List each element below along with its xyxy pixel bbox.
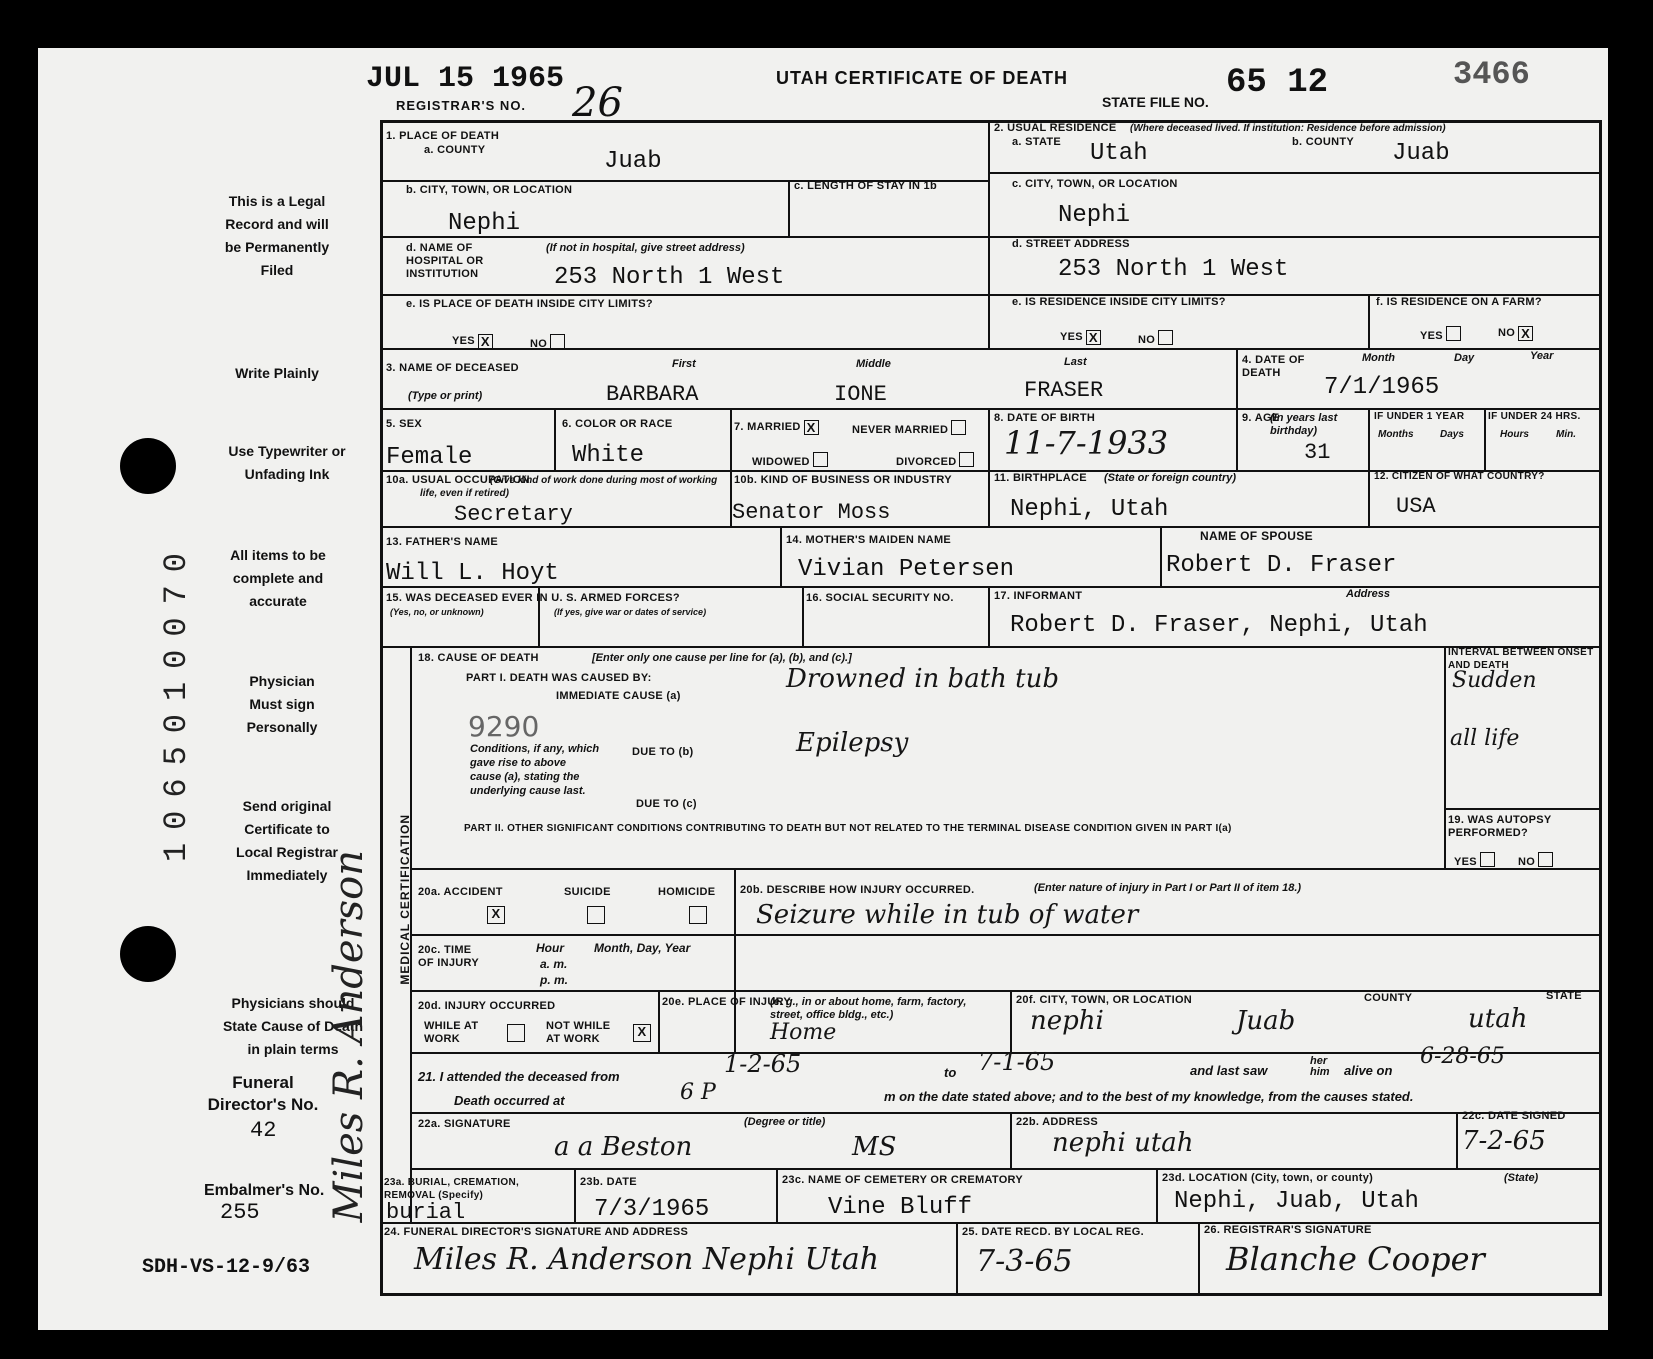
cemetery-value: Vine Bluff xyxy=(828,1194,973,1221)
not-while-at-work-label: NOT WHILE AT WORK xyxy=(546,1020,611,1045)
farm-yes-checkbox[interactable] xyxy=(1446,326,1461,341)
last-name-value: FRASER xyxy=(1024,378,1104,403)
injury-state-label: STATE xyxy=(1546,990,1582,1002)
res-state-label: a. STATE xyxy=(1012,136,1062,148)
injury-city-label: 20f. CITY, TOWN, OR LOCATION xyxy=(1016,994,1193,1006)
informant-value: Robert D. Fraser, Nephi, Utah xyxy=(1010,612,1428,639)
interval-label: INTERVAL BETWEEN ONSET AND DEATH xyxy=(1448,647,1594,671)
last-saw-label: and last saw xyxy=(1190,1063,1268,1078)
year-label: Year xyxy=(1530,350,1554,362)
location-value: Nephi, Juab, Utah xyxy=(1174,1188,1419,1215)
to-label: to xyxy=(944,1065,957,1080)
burial-date-label: 23b. DATE xyxy=(580,1176,637,1188)
vertical-signature: Miles R. Anderson xyxy=(326,850,372,1223)
interval-b-value: all life xyxy=(1450,726,1520,751)
date-recd-value: 7-3-65 xyxy=(976,1244,1073,1279)
farm-yes: YES xyxy=(1420,326,1461,343)
name-label: 3. NAME OF DECEASED xyxy=(386,362,519,374)
first-label: First xyxy=(672,358,696,370)
widowed-checkbox[interactable] xyxy=(813,452,828,467)
date-signed-value: 7-2-65 xyxy=(1462,1126,1546,1156)
medical-certification-label: MEDICAL CERTIFICATION xyxy=(398,814,412,985)
while-at-work-box xyxy=(504,1024,525,1044)
suicide-checkbox[interactable] xyxy=(587,906,605,924)
while-at-work-checkbox[interactable] xyxy=(507,1024,525,1042)
birthplace-value: Nephi, Utah xyxy=(1010,496,1169,523)
autopsy-no-checkbox[interactable] xyxy=(1538,852,1553,867)
hospital-value: 253 North 1 West xyxy=(554,264,785,291)
sex-value: Female xyxy=(386,444,473,471)
m-on-date-label: m on the date stated above; and to the best of my knowledge, from the causes stated. xyxy=(884,1089,1414,1104)
received-date-stamp: JUL 15 1965 xyxy=(366,62,565,96)
not-while-at-work-box xyxy=(630,1024,651,1042)
father-value: Will L. Hoyt xyxy=(386,560,559,587)
res-city-value: Nephi xyxy=(1058,202,1131,229)
usual-residence-note: (Where deceased lived. If institution: Residence before admission) xyxy=(1130,123,1446,134)
place-of-death-label: 1. PLACE OF DEATH xyxy=(386,130,500,142)
injury-state-value: utah xyxy=(1468,1004,1528,1034)
citizen-value: USA xyxy=(1396,494,1436,519)
physician-signature-value: a a Beston xyxy=(554,1132,693,1162)
date-of-death-label: 4. DATE OF DEATH xyxy=(1242,354,1305,379)
county-value: Juab xyxy=(604,148,662,175)
res-street-label: d. STREET ADDRESS xyxy=(1012,238,1130,250)
write-plainly-note: Write Plainly xyxy=(235,365,319,381)
race-value: White xyxy=(572,442,645,469)
accident-checkbox[interactable]: X xyxy=(487,906,505,924)
days-label: Days xyxy=(1440,429,1464,440)
inside-city-no: NO xyxy=(530,334,565,351)
time-of-injury-label: 20c. TIME OF INJURY xyxy=(418,944,479,969)
res-inside-city-no: NO xyxy=(1138,330,1173,347)
informant-address-label: Address xyxy=(1346,588,1391,600)
min-label: Min. xyxy=(1556,429,1576,440)
burial-value: burial xyxy=(386,1200,466,1225)
signature-label: 22a. SIGNATURE xyxy=(418,1118,511,1130)
injury-county-label: COUNTY xyxy=(1364,992,1413,1004)
married-checkbox[interactable]: X xyxy=(804,420,819,435)
never-married: NEVER MARRIED xyxy=(852,420,966,437)
typewriter-note: Use Typewriter or Unfading Ink xyxy=(228,443,346,482)
suicide-box xyxy=(584,906,605,926)
sex-label: 5. SEX xyxy=(386,418,423,430)
res-inside-city-yes-checkbox[interactable]: X xyxy=(1086,330,1101,345)
suicide-label: SUICIDE xyxy=(564,886,611,898)
res-county-value: Juab xyxy=(1392,140,1450,167)
widowed: WIDOWED xyxy=(752,452,828,469)
funeral-director-sig-value: Miles R. Anderson Nephi Utah xyxy=(414,1242,880,1277)
homicide-box xyxy=(686,906,707,926)
autopsy-no: NO xyxy=(1518,852,1553,869)
degree-label: (Degree or title) xyxy=(744,1116,826,1128)
place-of-injury-value: Home xyxy=(770,1020,837,1045)
alive-on-label: alive on xyxy=(1344,1063,1393,1078)
part2-label: PART II. OTHER SIGNIFICANT CONDITIONS CONTRIBUTING TO DEATH BUT NOT RELATED TO THE TERMINAL DISEASE CONDITION GIVEN IN PART I(a) xyxy=(464,823,1232,834)
location-label: 23d. LOCATION (City, town, or county) xyxy=(1162,1172,1374,1184)
physician-address-label: 22b. ADDRESS xyxy=(1016,1116,1099,1128)
usual-residence-label: 2. USUAL RESIDENCE xyxy=(994,122,1117,134)
date-signed-label: 22c. DATE SIGNED xyxy=(1462,1110,1566,1122)
farm-label: f. IS RESIDENCE ON A FARM? xyxy=(1376,296,1542,308)
birthplace-label: 11. BIRTHPLACE xyxy=(994,472,1087,484)
last-label: Last xyxy=(1064,356,1087,368)
not-while-at-work-checkbox[interactable]: X xyxy=(633,1024,651,1042)
registrar-no-label: REGISTRAR'S NO. xyxy=(396,98,527,113)
certificate-title: UTAH CERTIFICATE OF DEATH xyxy=(776,68,1068,88)
res-inside-city-no-checkbox[interactable] xyxy=(1158,330,1173,345)
autopsy-label: 19. WAS AUTOPSY PERFORMED? xyxy=(1448,814,1552,839)
cause-plain-terms-note: Physicians should State Cause of Death in plain terms xyxy=(222,995,364,1057)
microfilm-stamp: 1065010070 xyxy=(158,540,195,863)
middle-label: Middle xyxy=(856,358,891,370)
armed-forces-note1: (Yes, no, or unknown) xyxy=(390,607,484,617)
spouse-value: Robert D. Fraser xyxy=(1166,552,1397,579)
hour-label: Hour xyxy=(536,941,564,955)
mother-value: Vivian Petersen xyxy=(798,556,1015,583)
res-inside-city-label: e. IS RESIDENCE INSIDE CITY LIMITS? xyxy=(1012,296,1226,308)
inside-city-yes: YES X xyxy=(452,334,493,349)
res-state-value: Utah xyxy=(1090,140,1148,167)
embalmer-no: 255 xyxy=(220,1200,260,1225)
funeral-director-no-label: Funeral Director's No. xyxy=(207,1073,319,1114)
injury-county-value: Juab xyxy=(1236,1006,1296,1036)
cause-b-value: Epilepsy xyxy=(796,728,909,758)
due-to-c-label: DUE TO (c) xyxy=(636,798,697,810)
farm-no: NO X xyxy=(1498,326,1533,341)
name-note: (Type or print) xyxy=(408,390,483,402)
ssn-label: 16. SOCIAL SECURITY NO. xyxy=(806,592,954,604)
cause-a-value: Drowned in bath tub xyxy=(786,664,1059,694)
funeral-director-no: 42 xyxy=(250,1118,277,1143)
dob-label: 8. DATE OF BIRTH xyxy=(994,412,1096,424)
length-of-stay-label: c. LENGTH OF STAY IN 1b xyxy=(794,180,937,192)
occupation-value: Secretary xyxy=(454,502,573,527)
res-inside-city-yes: YES X xyxy=(1060,330,1101,345)
alive-on-value: 6-28-65 xyxy=(1420,1044,1505,1069)
physician-address-value: nephi utah xyxy=(1052,1128,1194,1158)
registrar-sig-label: 26. REGISTRAR'S SIGNATURE xyxy=(1204,1224,1372,1236)
city-label: b. CITY, TOWN, OR LOCATION xyxy=(406,184,573,196)
birthplace-note: (State or foreign country) xyxy=(1104,472,1237,484)
race-label: 6. COLOR OR RACE xyxy=(562,418,673,430)
under-24-hrs-label: IF UNDER 24 HRS. xyxy=(1488,411,1581,422)
divorced: DIVORCED xyxy=(896,452,974,469)
occupation-note: (Give kind of work done during most of working life, even if retired) xyxy=(420,475,718,499)
middle-name-value: IONE xyxy=(834,382,887,407)
date-of-death-value: 7/1/1965 xyxy=(1324,374,1440,401)
occupation-label: 10a. USUAL OCCUPATION xyxy=(386,474,530,486)
homicide-label: HOMICIDE xyxy=(658,886,716,898)
injury-description-value: Seizure while in tub of water xyxy=(756,900,1139,930)
how-injury-label: 20b. DESCRIBE HOW INJURY OCCURRED. xyxy=(740,884,975,896)
autopsy-yes-checkbox[interactable] xyxy=(1480,852,1495,867)
am-label: a. m. xyxy=(540,957,568,971)
cause-code: 9290 xyxy=(468,710,540,743)
mother-label: 14. MOTHER'S MAIDEN NAME xyxy=(786,534,952,546)
punch-hole-bottom xyxy=(120,926,176,982)
injury-city-value: nephi xyxy=(1030,1006,1104,1036)
age-value: 31 xyxy=(1304,440,1331,465)
state-file-no-label: STATE FILE NO. xyxy=(1102,94,1209,110)
res-city-label: c. CITY, TOWN, OR LOCATION xyxy=(1012,178,1178,190)
her-him-label: her him xyxy=(1310,1055,1330,1078)
legal-record-note: This is a Legal Record and will be Permanently Filed xyxy=(224,193,330,278)
immediate-cause-label: IMMEDIATE CAUSE (a) xyxy=(556,690,681,702)
injury-occurred-label: 20d. INJURY OCCURRED xyxy=(418,1000,556,1012)
business-label: 10b. KIND OF BUSINESS OR INDUSTRY xyxy=(734,474,952,486)
punch-hole-top xyxy=(120,438,176,494)
cause-of-death-note: [Enter only one cause per line for (a), (b), and (c).] xyxy=(592,652,852,664)
month-label: Month xyxy=(1362,352,1395,364)
attended-from-value: 1-2-65 xyxy=(724,1050,802,1078)
city-value: Nephi xyxy=(448,210,521,237)
form-id: SDH-VS-12-9/63 xyxy=(142,1256,311,1279)
funeral-director-sig-label: 24. FUNERAL DIRECTOR'S SIGNATURE AND ADDRESS xyxy=(384,1226,689,1238)
under-1-year-label: IF UNDER 1 YEAR xyxy=(1374,411,1465,422)
res-county-label: b. COUNTY xyxy=(1292,136,1354,148)
part1-label: PART I. DEATH WAS CAUSED BY: xyxy=(466,672,652,684)
dob-value: 11-7-1933 xyxy=(1004,424,1169,462)
embalmer-no-label: Embalmer's No. xyxy=(204,1182,325,1199)
father-label: 13. FATHER'S NAME xyxy=(386,536,499,548)
complete-note: All items to be complete and accurate xyxy=(230,547,326,609)
month-day-year-label: Month, Day, Year xyxy=(594,941,691,955)
hours-label: Hours xyxy=(1500,429,1529,440)
due-to-b-label: DUE TO (b) xyxy=(632,746,694,758)
inside-city-yes-checkbox[interactable]: X xyxy=(478,334,493,349)
state-file-no-value: 65 12 xyxy=(1226,64,1329,102)
death-occurred-label: Death occurred at xyxy=(454,1093,565,1108)
informant-label: 17. INFORMANT xyxy=(994,590,1083,602)
burial-label: 23a. BURIAL, CREMATION, REMOVAL (Specify) xyxy=(384,1177,520,1201)
homicide-checkbox[interactable] xyxy=(689,906,707,924)
physician-sign-note: Physician Must sign Personally xyxy=(246,673,318,735)
place-of-injury-label: 20e. PLACE OF INJURY xyxy=(662,996,792,1008)
burial-date-value: 7/3/1965 xyxy=(594,1196,710,1223)
send-original-note: Send original Certificate to Local Registrar Immediately xyxy=(236,798,338,883)
how-injury-note: (Enter nature of injury in Part I or Part II of item 18.) xyxy=(1034,882,1302,894)
physician-title-value: MS xyxy=(852,1132,897,1162)
while-at-work-label: WHILE AT WORK xyxy=(424,1020,479,1045)
death-time-value: 6 P xyxy=(680,1080,716,1105)
pm-label: p. m. xyxy=(540,973,569,987)
registrar-no-value: 26 xyxy=(572,80,623,126)
age-label: 9. AGE xyxy=(1242,412,1280,424)
autopsy-yes: YES xyxy=(1454,852,1495,869)
serial-number: 3466 xyxy=(1453,56,1530,93)
age-note: (In years last birthday) xyxy=(1270,412,1338,437)
county-label: a. COUNTY xyxy=(424,144,486,156)
spouse-label: NAME OF SPOUSE xyxy=(1200,529,1313,543)
date-recd-label: 25. DATE RECD. BY LOCAL REG. xyxy=(962,1226,1144,1238)
registrar-sig-value: Blanche Cooper xyxy=(1226,1240,1485,1278)
hospital-label: d. NAME OF HOSPITAL OR INSTITUTION xyxy=(406,242,484,280)
interval-a-value: Sudden xyxy=(1452,668,1537,693)
accident-label: 20a. ACCIDENT xyxy=(418,886,503,898)
day-label: Day xyxy=(1454,352,1475,364)
location-state-label: (State) xyxy=(1504,1172,1539,1184)
months-label: Months xyxy=(1378,429,1414,440)
inside-city-label: e. IS PLACE OF DEATH INSIDE CITY LIMITS? xyxy=(406,298,653,310)
citizen-label: 12. CITIZEN OF WHAT COUNTRY? xyxy=(1374,471,1545,482)
res-street-value: 253 North 1 West xyxy=(1058,256,1289,283)
armed-forces-label: 15. WAS DECEASED EVER IN U. S. ARMED FORCES? xyxy=(386,592,680,604)
never-married-checkbox[interactable] xyxy=(951,420,966,435)
business-value: Senator Moss xyxy=(732,500,891,525)
place-of-injury-note: (e. g., in or about home, farm, factory, street, office bldg., etc.) xyxy=(770,996,967,1021)
attended-label: 21. I attended the deceased from xyxy=(418,1069,620,1084)
marital-label: 7. MARRIED X xyxy=(734,420,819,435)
cause-of-death-label: 18. CAUSE OF DEATH xyxy=(418,652,539,664)
hospital-note: (If not in hospital, give street address) xyxy=(546,242,745,254)
farm-no-checkbox[interactable]: X xyxy=(1518,326,1533,341)
accident-box xyxy=(484,906,505,924)
divorced-checkbox[interactable] xyxy=(959,452,974,467)
conditions-note: Conditions, if any, which gave rise to above cause (a), stating the underlying cause last. xyxy=(470,743,600,797)
inside-city-no-checkbox[interactable] xyxy=(550,334,565,349)
cemetery-label: 23c. NAME OF CEMETERY OR CREMATORY xyxy=(782,1174,1024,1186)
attended-to-value: 7-1-65 xyxy=(978,1048,1056,1076)
armed-forces-note2: (If yes, give war or dates of service) xyxy=(554,607,707,617)
first-name-value: BARBARA xyxy=(606,382,699,407)
